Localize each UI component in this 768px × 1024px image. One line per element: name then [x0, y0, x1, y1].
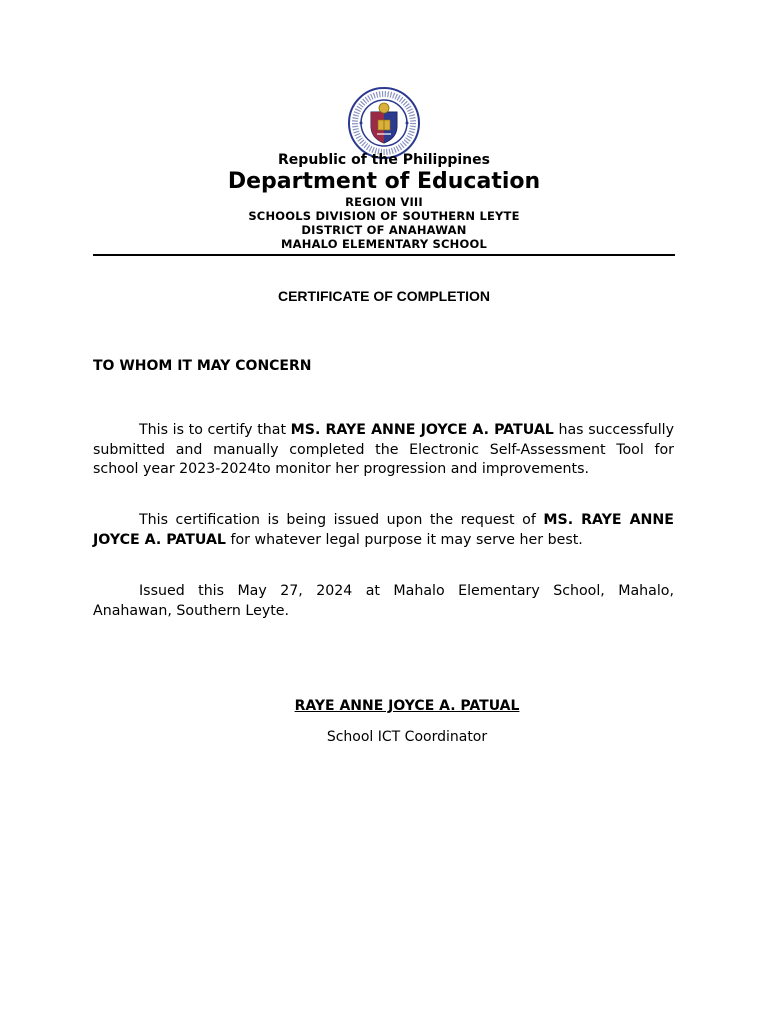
paragraph-text: This is to certify that: [139, 422, 291, 438]
deped-seal-icon: [347, 86, 421, 160]
paragraph-text: has successfully submitted and manually completed the Electronic Self-Assessment Tool for school year 2023-2024to monitor her progression and improvements.: [93, 422, 674, 478]
certification-paragraph: [93, 421, 674, 480]
paragraph-text: for whatever legal purpose it may serve her best.: [225, 531, 583, 548]
department-heading: Department of Education: [227, 169, 541, 194]
header-divider: [93, 254, 675, 256]
signatory-title: School ICT Coordinator: [326, 729, 488, 745]
certificate-title: CERTIFICATE OF COMPLETION: [277, 288, 491, 304]
recipient-name: MS. RAYE ANNE JOYCE A. PATUAL: [290, 422, 554, 438]
issuance-paragraph: Issued this May 27, 2024 at Mahalo Elementary School, Mahalo, Anahawan, Southern Leyte.: [93, 583, 674, 619]
republic-heading: Republic of the Philippines: [278, 152, 490, 168]
paragraph-text: This certification is being issued upon the request of: [139, 512, 544, 528]
purpose-paragraph: [93, 511, 674, 550]
school-heading: MAHALO ELEMENTARY SCHOOL: [281, 237, 487, 251]
recipient-name: MS. RAYE ANNE JOYCE A. PATUAL: [93, 512, 674, 548]
region-heading: REGION VIII: [345, 195, 423, 209]
salutation: TO WHOM IT MAY CONCERN: [93, 358, 312, 374]
division-heading: SCHOOLS DIVISION OF SOUTHERN LEYTE: [248, 209, 520, 223]
signatory-name: RAYE ANNE JOYCE A. PATUAL: [294, 698, 520, 714]
district-heading: DISTRICT OF ANAHAWAN: [301, 223, 467, 237]
